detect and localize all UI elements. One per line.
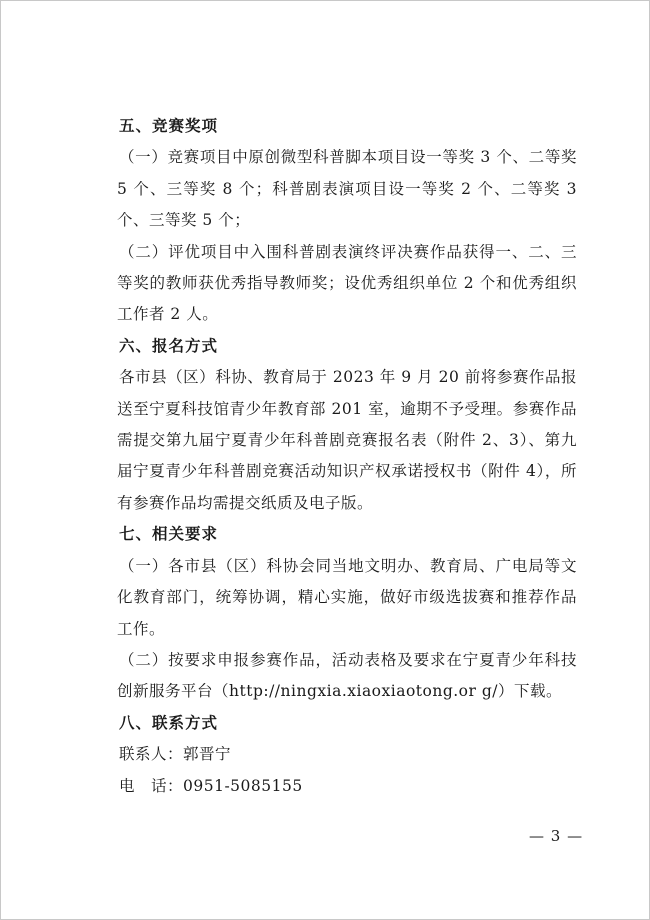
paragraph-requirement-2: （二）按要求申报参赛作品，活动表格及要求在宁夏青少年科技创新服务平台（http://ningxia.xiaoxiaotong.or g/）下载。 xyxy=(117,650,577,701)
page-number: — 3 — xyxy=(529,827,584,845)
section-heading-requirements: 七、相关要求 xyxy=(119,525,219,544)
contact-person: 联系人：郭晋宁 xyxy=(119,745,232,764)
paragraph-registration: 各市县（区）科协、教育局于 2023 年 9 月 20 前将参赛作品报送至宁夏科技馆青少年教育部 201 室，逾期不予受理。参赛作品需提交第九届宁夏青少年科普剧竞赛报名表（附件 2、3）、第九届宁夏青少年科普剧竞赛活动知识产权承诺授权书（附件 4），所有参赛作品均需提交纸质及电子版。 xyxy=(117,368,577,512)
paragraph-award-teachers: （二）评优项目中入围科普剧表演终评决赛作品获得一、二、三等奖的教师获优秀指导教师奖；设优秀组织单位 2 个和优秀组织工作者 2 人。 xyxy=(117,242,577,324)
section-heading-registration: 六、报名方式 xyxy=(119,336,219,355)
paragraph-award-categories: （一）竞赛项目中原创微型科普脚本项目设一等奖 3 个、二等奖 5 个、三等奖 8 个；科普剧表演项目设一等奖 2 个、二等奖 3 个、三等奖 5 个； xyxy=(117,148,577,230)
document-body xyxy=(117,111,577,802)
section-heading-awards: 五、竞赛奖项 xyxy=(119,117,219,135)
section-heading-contact: 八、联系方式 xyxy=(119,713,219,732)
contact-phone: 电 话：0951-5085155 xyxy=(119,776,303,795)
paragraph-requirement-1: （一）各市县（区）科协会同当地文明办、教育局、广电局等文化教育部门，统筹协调，精心实施，做好市级选拔赛和推荐作品工作。 xyxy=(117,556,577,638)
